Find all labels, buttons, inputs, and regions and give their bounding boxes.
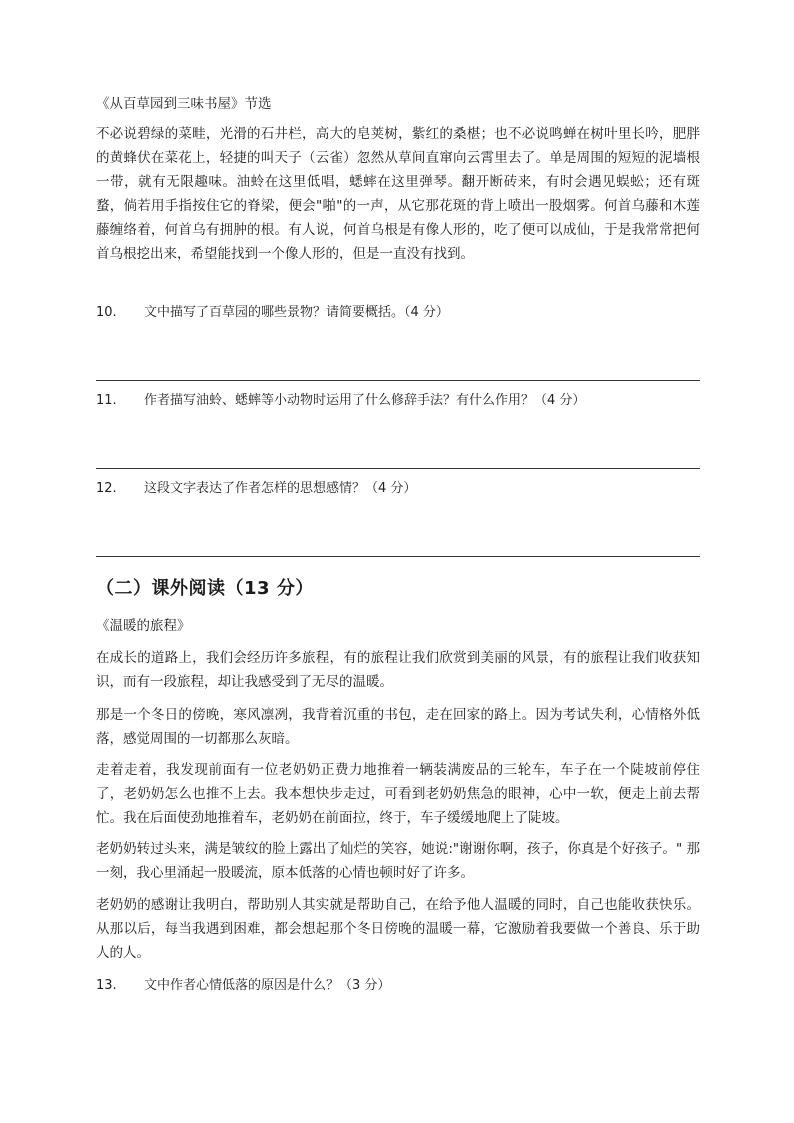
question-number: 12. — [96, 481, 117, 496]
answer-line — [96, 556, 700, 557]
question-12 — [96, 477, 416, 496]
passage1-text: 不必说碧绿的菜畦，光滑的石井栏，高大的皂荚树，紫红的桑椹；也不必说鸣蝉在树叶里长吟，肥胖的黄蜂伏在菜花上，轻捷的叫天子（云雀）忽然从草间直窜向云霄里去了。单是周围的短短的泥墙根一带，就有无限趣味。油蛉在这里低唱，蟋蟀在这里弹琴。翻开断砖来，有时会遇见蜈蚣；还有斑蝥，倘若用手指按住它的脊梁，便会"啪"的一声，从它那花斑的背上喷出一股烟雾。何首乌藤和木莲藤缠络着，何首乌有拥肿的根。有人说，何首乌根是有像人形的，吃了便可以成仙，于是我常常把何首乌根挖出来，希望能找到一个像人形的，但是一直没有找到。 — [96, 126, 700, 262]
question-text: 文中作者心情低落的原因是什么？（3 分） — [144, 978, 391, 993]
passage2-paragraph: 老奶奶转过头来，满是皱纹的脸上露出了灿烂的笑容，她说:"谢谢你啊，孩子，你真是个好孩子。" 那一刻，我心里涌起一股暖流，原本低落的心情也顿时好了许多。 — [96, 841, 700, 881]
answer-line — [96, 380, 700, 381]
passage2-title: 《温暖的旅程》 — [96, 618, 191, 634]
answer-line — [96, 468, 700, 469]
passage2-paragraph: 走着走着，我发现前面有一位老奶奶正费力地推着一辆装满废品的三轮车，车子在一个陡坡前停住了，老奶奶怎么也推不上去。我本想快步走过，可看到老奶奶焦急的眼神，心中一软，便走上前去帮忙。我在后面使劲地推着车，老奶奶在前面拉，终于，车子缓缓地爬上了陡坡。 — [96, 762, 700, 826]
question-number: 10. — [96, 305, 117, 320]
question-number: 13. — [96, 978, 117, 993]
passage1-title: 《从百草园到三味书屋》节选 — [96, 96, 272, 112]
question-13 — [96, 974, 390, 993]
question-11 — [96, 389, 585, 408]
question-text: 这段文字表达了作者怎样的思想感情？（4 分） — [144, 481, 417, 496]
question-10 — [96, 301, 449, 320]
section-heading: （二）课外阅读（13 分） — [96, 578, 314, 599]
question-text: 文中描写了百草园的哪些景物？请简要概括。（4 分） — [144, 305, 449, 320]
question-text: 作者描写油蛉、蟋蟀等小动物时运用了什么修辞手法？有什么作用？（4 分） — [144, 393, 586, 408]
passage2-paragraph: 在成长的道路上，我们会经历许多旅程，有的旅程让我们欣赏到美丽的风景，有的旅程让我们收获知识，而有一段旅程，却让我感受到了无尽的温暖。 — [96, 650, 700, 690]
question-number: 11. — [96, 393, 117, 408]
passage2-paragraph: 老奶奶的感谢让我明白，帮助别人其实就是帮助自己，在给予他人温暖的同时，自己也能收获快乐。从那以后，每当我遇到困难，都会想起那个冬日傍晚的温暖一幕，它激励着我要做一个善良、乐于助人的人。 — [96, 897, 700, 961]
passage2-paragraph: 那是一个冬日的傍晚，寒风凛冽，我背着沉重的书包，走在回家的路上。因为考试失利，心情格外低落，感觉周围的一切都那么灰暗。 — [96, 707, 700, 747]
